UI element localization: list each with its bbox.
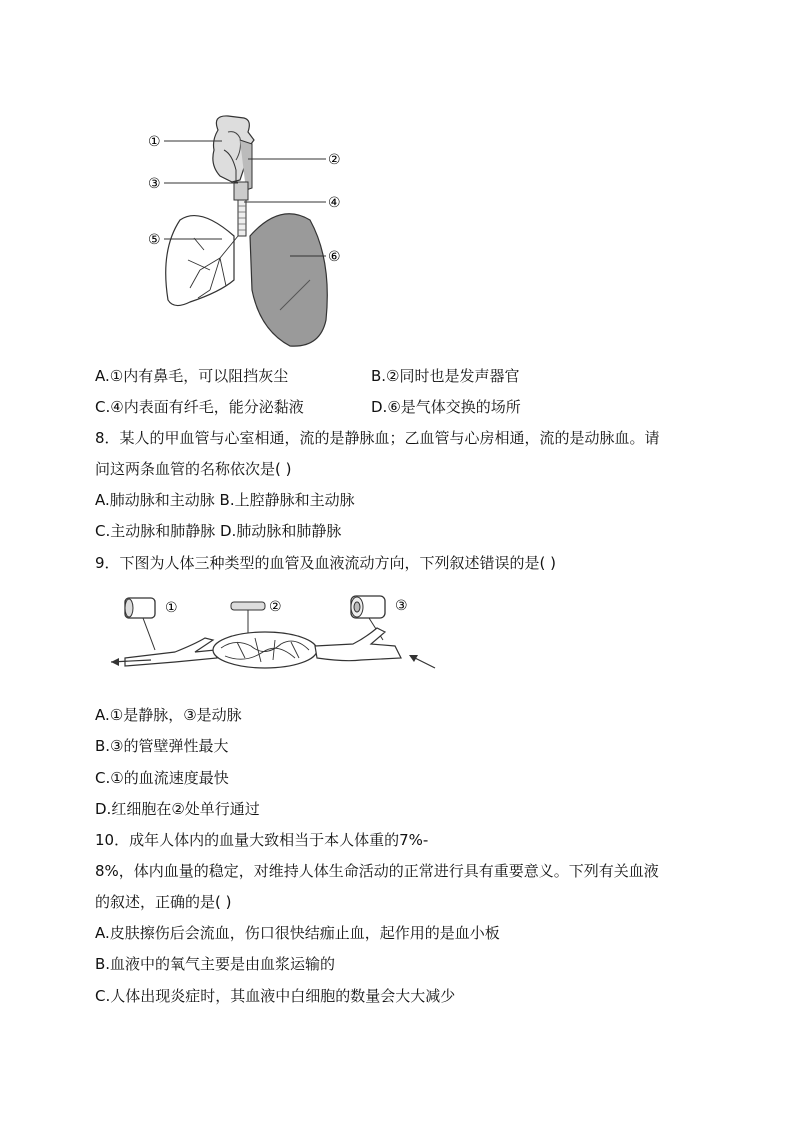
outflow-arrow xyxy=(111,658,119,666)
q10-option-b: B.血液中的氧气主要是由血浆运输的 xyxy=(95,955,336,973)
larynx xyxy=(234,182,248,200)
vessel-left-branch xyxy=(125,638,217,666)
q9-option-c: C.①的血流速度最快 xyxy=(95,769,229,787)
q10-stem-line1: 10．成年人体内的血量大致相当于本人体重的7%- xyxy=(95,831,429,849)
q8-stem-line1: 8．某人的甲血管与心室相通，流的是静脉血；乙血管与心房相通，流的是动脉血。请 xyxy=(95,429,660,447)
q10-stem-line3: 的叙述，正确的是( ) xyxy=(95,893,232,911)
blood-vessel-figure xyxy=(105,588,445,678)
q7-option-a: A.①内有鼻毛，可以阻挡灰尘 xyxy=(95,367,289,385)
label-1: ① xyxy=(148,134,161,150)
q10-option-a: A.皮肤擦伤后会流血，伤口很快结痂止血，起作用的是血小板 xyxy=(95,924,500,942)
q9-option-b: B.③的管壁弹性最大 xyxy=(95,737,229,755)
label-3: ③ xyxy=(148,176,161,192)
left-lung xyxy=(166,216,234,306)
label-6: ⑥ xyxy=(328,249,341,265)
vessel-right-branch xyxy=(315,628,401,661)
q8-stem-line2: 问这两条血管的名称依次是( ) xyxy=(95,460,292,478)
q10-stem-line2: 8%，体内血量的稳定，对维持人体生命活动的正常进行具有重要意义。下列有关血液 xyxy=(95,862,659,880)
q8-options-ab: A.肺动脉和主动脉 B.上腔静脉和主动脉 xyxy=(95,491,355,509)
q9-stem: 9．下图为人体三种类型的血管及血液流动方向，下列叙述错误的是( ) xyxy=(95,554,557,572)
q8-options-cd: C.主动脉和肺静脉 D.肺动脉和肺静脉 xyxy=(95,522,342,540)
respiratory-system-figure xyxy=(140,110,360,355)
label-5: ⑤ xyxy=(148,232,161,248)
q7-option-b: B.②同时也是发声器官 xyxy=(371,367,520,385)
right-lung xyxy=(250,214,327,346)
q9-option-d: D.红细胞在②处单行通过 xyxy=(95,800,260,818)
label-4: ④ xyxy=(328,195,341,211)
vessel-label-3: ③ xyxy=(395,598,408,614)
vessel-label-2: ② xyxy=(269,599,282,615)
q7-option-c: C.④内表面有纤毛，能分泌黏液 xyxy=(95,398,304,416)
q10-option-c: C.人体出现炎症时，其血液中白细胞的数量会大大减少 xyxy=(95,987,456,1005)
capillary-network xyxy=(213,632,317,668)
vessel-2-section xyxy=(231,602,265,610)
q9-option-a: A.①是静脉，③是动脉 xyxy=(95,706,242,724)
label-2: ② xyxy=(328,152,341,168)
vessel-label-1: ① xyxy=(165,600,178,616)
q7-option-d: D.⑥是气体交换的场所 xyxy=(371,398,521,416)
